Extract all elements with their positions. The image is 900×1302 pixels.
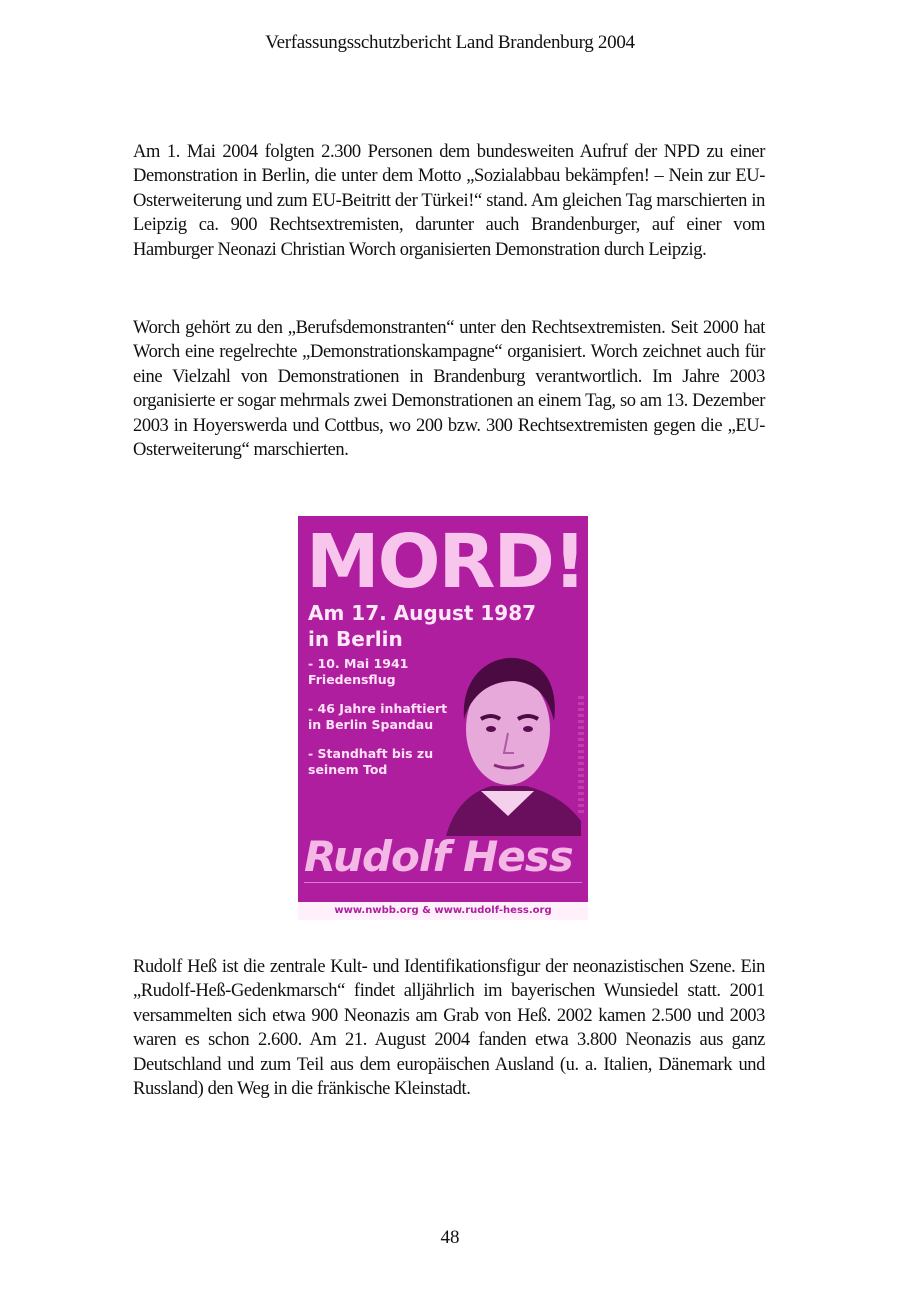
page-number: 48 — [440, 1227, 460, 1248]
poster-bullet: - Standhaft bis zu seinem Tod — [308, 746, 434, 777]
poster-bullets — [308, 656, 448, 791]
poster-bullet: - 10. Mai 1941 Friedensflug — [308, 656, 409, 687]
side-credit-text — [578, 696, 584, 816]
rudolf-hess-poster-image — [298, 516, 588, 920]
poster-date-line1: Am 17. August 1987 — [308, 601, 537, 625]
poster-publisher-smallprint — [304, 882, 582, 901]
poster-headline: MORD! — [306, 519, 585, 605]
paragraph-worch: Worch gehört zu den „Berufsdemonstranten“ unter den Rechtsextremisten. Seit 2000 hat Worch eine regelrechte „Demonstrationskampagne“ organisiert. Worch zeichnet auch für eine Vielzahl von Demonstrationen in Brandenburg verantwortlich. Im Jahre 2003 organisierte er sogar mehrmals zwei Demonstrationen an einem Tag, so am 13. Dezember 2003 in Hoyerswerda und Cottbus, wo 200 bzw. 300 Rechtsextremisten gegen die „EU-Osterweiterung“ marschierten. — [133, 317, 765, 461]
paragraph-rudolf-hess: Rudolf Heß ist die zentrale Kult- und Identifikationsfigur der neonazistischen Szene. Ein „Rudolf-Heß-Gedenkmarsch“ findet alljährlich im bayerischen Wunsiedel statt. 2001 versammelten sich etwa 900 Neonazis am Grab von Heß. 2002 kamen 2.500 und 2003 waren es schon 2.600. Am 21. August 2004 fanden etwa 3.800 Neonazis aus ganz Deutschland und zum Teil aus dem europäischen Ausland (u. a. Italien, Dänemark und Russland) den Weg in die fränkische Kleinstadt. — [133, 956, 765, 1100]
paragraph-demonstration-may: Am 1. Mai 2004 folgten 2.300 Personen dem bundesweiten Aufruf der NPD zu einer Demonstration in Berlin, die unter dem Motto „Sozialabbau bekämpfen! – Nein zur EU-Osterweiterung und zum EU-Beitritt der Türkei!“ stand. Am gleichen Tag marschierten in Leipzig ca. 900 Rechtsextremisten, darunter auch Brandenburger, auf einer vom Hamburger Neonazi Christian Worch organisierten Demonstration durch Leipzig. — [133, 141, 765, 260]
poster-date-line2: in Berlin — [308, 627, 403, 651]
poster-urls: www.nwbb.org & www.rudolf-hess.org — [298, 902, 588, 920]
poster-name: Rudolf Hess — [304, 832, 573, 881]
poster-bullet: - 46 Jahre inhaftiert in Berlin Spandau — [308, 701, 448, 732]
running-header: Verfassungsschutzbericht Land Brandenburg 2004 — [265, 32, 635, 53]
portrait-image — [436, 641, 581, 836]
